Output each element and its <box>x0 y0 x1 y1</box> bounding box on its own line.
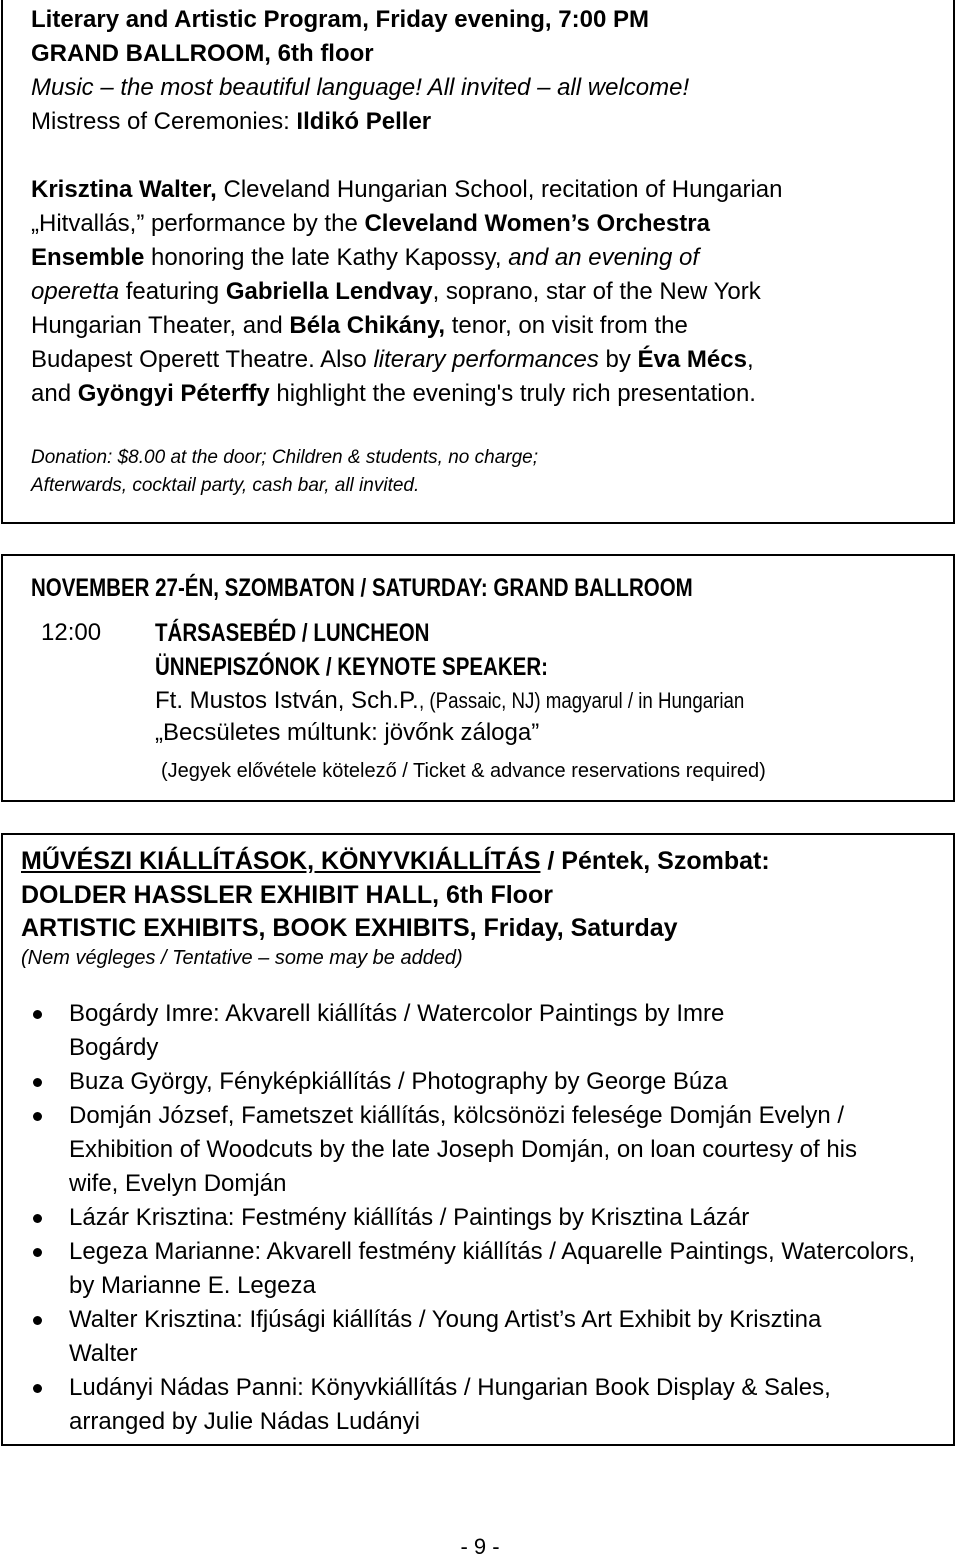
exhibit-item <box>23 997 789 1065</box>
program-paragraph-line-6 <box>31 343 754 377</box>
exhibits-heading-2: DOLDER HASSLER EXHIBIT HALL, 6th Floor <box>21 881 553 909</box>
exhibit-item-text: Buza György, Fényképkiállítás / Photography by George Búza <box>69 1068 728 1095</box>
exhibit-item-text: Legeza Marianne: Akvarell festmény kiállítás / Aquarelle Paintings, Watercolors, by Marianne E. Legeza <box>69 1238 916 1299</box>
program-paragraph-line-2 <box>31 207 710 241</box>
program-title: Literary and Artistic Program, Friday evening, 7:00 PM <box>31 6 649 33</box>
exhibits-heading-underlined: MŰVÉSZI KIÁLLÍTÁSOK, KÖNYVKIÁLLÍTÁS <box>21 847 541 875</box>
paragraph-text: by <box>598 346 638 373</box>
program-paragraph-line-1 <box>31 173 783 207</box>
speaker-note: , (Passaic, NJ) magyarul / in Hungarian <box>418 688 744 713</box>
afterwards-line: Afterwards, cocktail party, cash bar, all invited. <box>31 475 420 496</box>
paragraph-text: , soprano, star of the New York <box>432 278 761 305</box>
program-paragraph-line-3 <box>31 241 699 275</box>
saturday-heading: NOVEMBER 27-ÉN, SZOMBATON / SATURDAY: GRAND BALLROOM <box>31 574 693 602</box>
program-venue: GRAND BALLROOM, 6th floor <box>31 40 374 67</box>
paragraph-text: tenor, on visit from the <box>445 312 688 339</box>
exhibit-item-text: Bogárdy Imre: Akvarell kiállítás / Watercolor Paintings by Imre Bogárdy <box>69 1000 725 1061</box>
performer-name: Gyöngyi Péterffy <box>77 380 270 407</box>
bullet-icon <box>33 1384 42 1393</box>
exhibits-box <box>1 833 955 1446</box>
reservation-note: (Jegyek elővétele kötelező / Ticket & advance reservations required) <box>161 760 766 782</box>
bullet-icon <box>33 1214 42 1223</box>
speaker-line <box>155 684 801 718</box>
talk-title: „Becsületes múltunk: jövőnk záloga” <box>155 719 540 746</box>
bullet-icon <box>33 1316 42 1325</box>
program-paragraph-line-7 <box>31 377 756 411</box>
performer-name: Cleveland Women’s Orchestra <box>364 210 710 237</box>
paragraph-text: highlight the evening's truly rich presentation. <box>269 380 756 407</box>
page-number: - 9 - <box>460 1534 500 1559</box>
paragraph-text: „Hitvallás,” performance by the <box>31 210 365 237</box>
exhibit-item <box>23 1065 929 1099</box>
exhibits-heading-1 <box>21 844 770 878</box>
exhibit-list <box>23 997 929 1439</box>
exhibit-item <box>23 1099 907 1201</box>
speaker-name: Ft. Mustos István, Sch.P. <box>155 687 419 714</box>
exhibit-item-text: Domján József, Fametszet kiállítás, kölcsönözi felesége Domján Evelyn / Exhibition of Woodcuts by the late Joseph Domján, on loan courtesy of his wife, Evelyn Domján <box>69 1102 858 1197</box>
paragraph-text: and <box>31 380 78 407</box>
bullet-icon <box>33 1078 42 1087</box>
luncheon-time: 12:00 <box>41 619 102 646</box>
exhibits-tentative: (Nem végleges / Tentative – some may be added) <box>21 947 463 969</box>
mc-name: Ildikó Peller <box>296 108 432 135</box>
performer-name: Krisztina Walter, <box>31 176 217 203</box>
exhibit-item-text: Walter Krisztina: Ifjúsági kiállítás / Young Artist’s Art Exhibit by Krisztina Walter <box>69 1306 822 1367</box>
exhibits-heading-3: ARTISTIC EXHIBITS, BOOK EXHIBITS, Friday, Saturday <box>21 914 678 942</box>
paragraph-italic: and an evening of <box>508 244 700 271</box>
bullet-icon <box>33 1010 42 1019</box>
paragraph-text: Hungarian Theater, and <box>31 312 290 339</box>
program-motto: Music – the most beautiful language! All invited – all welcome! <box>31 74 690 101</box>
paragraph-text: honoring the late Kathy Kapossy, <box>144 244 509 271</box>
donation-line: Donation: $8.00 at the door; Children & students, no charge; <box>31 447 538 468</box>
literary-program-box <box>1 0 955 524</box>
exhibit-item <box>23 1371 909 1439</box>
performer-name: Éva Mécs <box>637 346 747 373</box>
program-paragraph-line-5 <box>31 309 688 343</box>
mc-line <box>31 105 431 139</box>
paragraph-italic: literary performances <box>373 346 599 373</box>
paragraph-italic: operetta <box>31 278 120 305</box>
bullet-icon <box>33 1248 42 1257</box>
mc-label: Mistress of Ceremonies: <box>31 108 290 135</box>
program-paragraph-line-4 <box>31 275 761 309</box>
paragraph-text: featuring <box>119 278 226 305</box>
exhibit-item-text: Lázár Krisztina: Festmény kiállítás / Paintings by Krisztina Lázár <box>69 1204 750 1231</box>
exhibit-item-text: Ludányi Nádas Panni: Könyvkiállítás / Hungarian Book Display & Sales, arranged by Julie Nádas Ludányi <box>69 1374 831 1435</box>
paragraph-text: Budapest Operett Theatre. Also <box>31 346 374 373</box>
performer-name: Ensemble <box>31 244 145 271</box>
keynote-label: ÜNNEPISZÓNOK / KEYNOTE SPEAKER: <box>155 653 548 681</box>
performer-name: Béla Chikány, <box>289 312 446 339</box>
luncheon-title: TÁRSASEBÉD / LUNCHEON <box>155 619 430 647</box>
paragraph-text: Cleveland Hungarian School, recitation of Hungarian <box>216 176 783 203</box>
saturday-luncheon-box <box>1 554 955 802</box>
exhibits-heading-days: / Péntek, Szombat: <box>540 847 770 875</box>
paragraph-text: , <box>746 346 754 373</box>
performer-name: Gabriella Lendvay <box>225 278 433 305</box>
exhibit-item <box>23 1303 889 1371</box>
exhibit-item <box>23 1201 929 1235</box>
exhibit-item <box>23 1235 929 1303</box>
bullet-icon <box>33 1112 42 1121</box>
